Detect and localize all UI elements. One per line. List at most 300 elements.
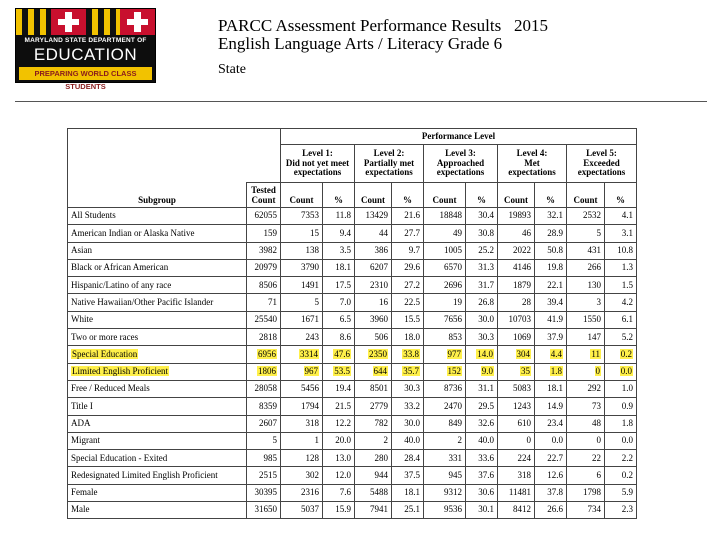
cell-c3 bbox=[424, 415, 466, 432]
cell-p2-value: 25.1 bbox=[404, 504, 420, 515]
table-row bbox=[68, 259, 637, 276]
cell-p3-value: 31.3 bbox=[478, 262, 494, 273]
cell-subgroup-value: ADA bbox=[71, 417, 91, 428]
cell-p2 bbox=[392, 311, 424, 328]
cell-p1-value: 21.5 bbox=[335, 400, 351, 411]
cell-c3 bbox=[424, 208, 466, 225]
cell-c3 bbox=[424, 398, 466, 415]
cell-p5 bbox=[605, 363, 637, 380]
cell-c3 bbox=[424, 259, 466, 276]
cell-c4 bbox=[498, 311, 535, 328]
cell-p4 bbox=[535, 432, 567, 449]
cell-tested bbox=[247, 363, 281, 380]
cell-subgroup bbox=[68, 380, 247, 397]
report-title-text: PARCC Assessment Performance Results bbox=[218, 16, 502, 35]
cell-c2-value: 2350 bbox=[369, 348, 387, 359]
table-row bbox=[68, 415, 637, 432]
cell-c1-value: 5037 bbox=[301, 504, 319, 515]
cell-p2-value: 27.7 bbox=[404, 227, 420, 238]
cell-p2-value: 22.5 bbox=[404, 296, 420, 307]
cell-c3 bbox=[424, 450, 466, 467]
cell-c3-value: 6570 bbox=[444, 262, 462, 273]
cell-c4-value: 1243 bbox=[513, 400, 531, 411]
cell-p1-value: 6.5 bbox=[339, 314, 351, 325]
cell-c3-value: 49 bbox=[453, 227, 462, 238]
cell-c5 bbox=[567, 363, 605, 380]
cell-c5-value: 22 bbox=[592, 452, 601, 463]
cell-p3-value: 30.6 bbox=[478, 487, 494, 498]
cell-p2 bbox=[392, 277, 424, 294]
cell-p4-value: 12.6 bbox=[547, 469, 563, 480]
cell-p3 bbox=[466, 259, 498, 276]
cell-c3-value: 2 bbox=[457, 435, 462, 446]
cell-c2 bbox=[355, 208, 392, 225]
table-row bbox=[68, 380, 637, 397]
cell-tested bbox=[247, 450, 281, 467]
cell-tested bbox=[247, 277, 281, 294]
cell-p4-value: 37.9 bbox=[547, 331, 563, 342]
cell-c1-value: 318 bbox=[305, 417, 319, 428]
cell-p4-value: 22.7 bbox=[547, 452, 563, 463]
cell-c4-value: 8412 bbox=[513, 504, 531, 515]
cell-c1 bbox=[281, 277, 323, 294]
cell-p4-value: 1.8 bbox=[550, 366, 562, 377]
cell-p2-value: 30.3 bbox=[404, 383, 420, 394]
cell-p1 bbox=[323, 380, 355, 397]
cell-p3-value: 37.6 bbox=[478, 469, 494, 480]
cell-p1 bbox=[323, 277, 355, 294]
cell-subgroup-value: Male bbox=[71, 504, 90, 515]
cell-c2 bbox=[355, 311, 392, 328]
cell-p1 bbox=[323, 259, 355, 276]
cell-tested-value: 2818 bbox=[259, 331, 277, 342]
cell-c4-value: 2022 bbox=[513, 245, 531, 256]
table-row bbox=[68, 329, 637, 346]
cell-c2-value: 3960 bbox=[370, 314, 388, 325]
cell-c4-value: 10703 bbox=[508, 314, 531, 325]
cell-c4 bbox=[498, 398, 535, 415]
cell-p3 bbox=[466, 363, 498, 380]
cell-c5 bbox=[567, 311, 605, 328]
cell-c3-value: 977 bbox=[447, 348, 461, 359]
cell-p5-value: 2.3 bbox=[621, 504, 633, 515]
cell-c5 bbox=[567, 502, 605, 519]
cell-c3 bbox=[424, 329, 466, 346]
cell-subgroup-value: Migrant bbox=[71, 435, 100, 446]
cell-p2-value: 33.8 bbox=[403, 348, 419, 359]
cell-c1 bbox=[281, 208, 323, 225]
cell-p3 bbox=[466, 380, 498, 397]
cell-c2 bbox=[355, 346, 392, 363]
cell-c4-value: 0 bbox=[526, 435, 531, 446]
cell-c2 bbox=[355, 294, 392, 311]
cell-c1-value: 128 bbox=[305, 452, 319, 463]
cell-c4-value: 224 bbox=[517, 452, 531, 463]
cell-c1-value: 243 bbox=[305, 331, 319, 342]
results-table-body bbox=[68, 208, 637, 519]
logo-text-tagline: PREPARING WORLD CLASS STUDENTS bbox=[19, 67, 152, 80]
cell-p5-value: 1.3 bbox=[621, 262, 633, 273]
cell-c2-value: 6207 bbox=[370, 262, 388, 273]
table-row bbox=[68, 208, 637, 225]
cell-p3-value: 9.0 bbox=[481, 366, 493, 377]
cell-p3 bbox=[466, 277, 498, 294]
count-header: Count bbox=[281, 183, 323, 208]
cell-c2-value: 2310 bbox=[370, 279, 388, 290]
cell-subgroup-value: White bbox=[71, 314, 93, 325]
cell-c4 bbox=[498, 380, 535, 397]
cell-p3-value: 30.1 bbox=[478, 504, 494, 515]
cell-p3 bbox=[466, 432, 498, 449]
cell-p3-value: 32.6 bbox=[478, 417, 494, 428]
cell-c5-value: 292 bbox=[587, 383, 601, 394]
cell-c5 bbox=[567, 259, 605, 276]
cell-p5-value: 4.1 bbox=[621, 210, 633, 221]
cell-c3-value: 7656 bbox=[444, 314, 462, 325]
cell-subgroup-value: Asian bbox=[71, 245, 92, 256]
cell-c3-value: 1005 bbox=[444, 245, 462, 256]
cell-c1 bbox=[281, 432, 323, 449]
cell-c1-value: 5 bbox=[314, 296, 319, 307]
count-header: Count bbox=[424, 183, 466, 208]
cell-c2-value: 782 bbox=[374, 417, 388, 428]
cell-subgroup-value: Black or African American bbox=[71, 262, 169, 273]
cell-c3-value: 19 bbox=[453, 296, 462, 307]
cell-p2-value: 15.5 bbox=[404, 314, 420, 325]
cell-c4 bbox=[498, 208, 535, 225]
cell-p2-value: 9.7 bbox=[408, 245, 420, 256]
cell-c2-value: 7941 bbox=[370, 504, 388, 515]
cell-p5 bbox=[605, 450, 637, 467]
cell-c5-value: 147 bbox=[587, 331, 601, 342]
cell-p1-value: 15.9 bbox=[335, 504, 351, 515]
cell-p2-value: 30.0 bbox=[404, 417, 420, 428]
cell-p3-value: 40.0 bbox=[478, 435, 494, 446]
cell-c2 bbox=[355, 432, 392, 449]
cell-c4 bbox=[498, 450, 535, 467]
cell-tested-value: 8506 bbox=[259, 279, 277, 290]
cell-p1 bbox=[323, 502, 355, 519]
cell-p5-value: 0.9 bbox=[621, 400, 633, 411]
cell-c3 bbox=[424, 484, 466, 501]
cell-c2-value: 280 bbox=[374, 452, 388, 463]
cell-c1-value: 302 bbox=[305, 469, 319, 480]
cell-p2 bbox=[392, 259, 424, 276]
cell-p2 bbox=[392, 294, 424, 311]
cell-subgroup-value: Limited English Proficient bbox=[72, 366, 168, 377]
cell-c4-value: 19893 bbox=[508, 210, 531, 221]
cell-p4 bbox=[535, 415, 567, 432]
cell-c5-value: 2532 bbox=[583, 210, 601, 221]
cell-tested-value: 5 bbox=[272, 435, 277, 446]
cell-c5 bbox=[567, 242, 605, 259]
cell-p5-value: 2.2 bbox=[621, 452, 633, 463]
cell-tested bbox=[247, 432, 281, 449]
cell-c3 bbox=[424, 502, 466, 519]
cell-p3 bbox=[466, 346, 498, 363]
cell-p3-value: 25.2 bbox=[478, 245, 494, 256]
cell-c3-value: 8736 bbox=[444, 383, 462, 394]
cell-p5 bbox=[605, 346, 637, 363]
cell-p1-value: 18.1 bbox=[335, 262, 351, 273]
cell-tested-value: 28058 bbox=[254, 383, 277, 394]
cell-p2-value: 35.7 bbox=[403, 366, 419, 377]
header-divider bbox=[15, 101, 707, 102]
cell-p3 bbox=[466, 208, 498, 225]
cell-c4 bbox=[498, 415, 535, 432]
cell-c4-value: 1879 bbox=[513, 279, 531, 290]
cell-c3 bbox=[424, 311, 466, 328]
table-row bbox=[68, 484, 637, 501]
cell-p3-value: 30.8 bbox=[478, 227, 494, 238]
cell-p2 bbox=[392, 380, 424, 397]
cell-c5 bbox=[567, 294, 605, 311]
cell-p4 bbox=[535, 450, 567, 467]
cell-subgroup-value: Special Education - Exited bbox=[71, 452, 168, 463]
cell-c5 bbox=[567, 380, 605, 397]
cell-subgroup bbox=[68, 450, 247, 467]
cell-c3-value: 152 bbox=[447, 366, 461, 377]
cell-p5 bbox=[605, 467, 637, 484]
cell-p2 bbox=[392, 346, 424, 363]
cell-c2 bbox=[355, 225, 392, 242]
cell-tested-value: 3982 bbox=[259, 245, 277, 256]
cell-c1 bbox=[281, 346, 323, 363]
cell-c1 bbox=[281, 259, 323, 276]
cell-tested-value: 2515 bbox=[259, 469, 277, 480]
cell-subgroup bbox=[68, 242, 247, 259]
cell-p3-value: 30.0 bbox=[478, 314, 494, 325]
cell-p2 bbox=[392, 363, 424, 380]
cell-c4-value: 46 bbox=[522, 227, 531, 238]
level-4-header: Level 4: Met expectations bbox=[498, 145, 567, 183]
cell-tested bbox=[247, 208, 281, 225]
cell-c1 bbox=[281, 398, 323, 415]
cell-c4 bbox=[498, 242, 535, 259]
cell-c3-value: 18848 bbox=[439, 210, 462, 221]
cell-subgroup bbox=[68, 259, 247, 276]
table-row bbox=[68, 277, 637, 294]
cell-c1 bbox=[281, 329, 323, 346]
cell-tested bbox=[247, 346, 281, 363]
cell-c4 bbox=[498, 502, 535, 519]
cell-c5-value: 5 bbox=[596, 227, 601, 238]
cell-c1 bbox=[281, 415, 323, 432]
cell-p5-value: 0.2 bbox=[620, 348, 632, 359]
cell-c2-value: 386 bbox=[374, 245, 388, 256]
cell-subgroup bbox=[68, 225, 247, 242]
cell-c1-value: 1671 bbox=[301, 314, 319, 325]
cell-p1 bbox=[323, 415, 355, 432]
cell-p3 bbox=[466, 294, 498, 311]
cell-c1-value: 1491 bbox=[301, 279, 319, 290]
cell-tested bbox=[247, 225, 281, 242]
cell-p3-value: 26.8 bbox=[478, 296, 494, 307]
cell-p3 bbox=[466, 502, 498, 519]
cell-p1-value: 7.0 bbox=[339, 296, 351, 307]
report-title bbox=[218, 16, 548, 36]
table-row bbox=[68, 467, 637, 484]
cell-c4-value: 5083 bbox=[513, 383, 531, 394]
cell-p4 bbox=[535, 502, 567, 519]
cell-p4-value: 18.1 bbox=[547, 383, 563, 394]
cell-c3-value: 849 bbox=[448, 417, 462, 428]
cell-tested-value: 62055 bbox=[254, 210, 277, 221]
cell-tested-value: 1806 bbox=[258, 366, 276, 377]
cell-subgroup bbox=[68, 311, 247, 328]
cell-p2-value: 18.0 bbox=[404, 331, 420, 342]
cell-subgroup-value: Special Education bbox=[72, 348, 138, 359]
cell-p4-value: 0.0 bbox=[551, 435, 563, 446]
cell-p3-value: 31.7 bbox=[478, 279, 494, 290]
cell-p5 bbox=[605, 415, 637, 432]
maryland-flag-icon bbox=[16, 9, 155, 35]
cell-p4 bbox=[535, 380, 567, 397]
cell-p2-value: 21.6 bbox=[404, 210, 420, 221]
cell-p1 bbox=[323, 432, 355, 449]
cell-c4-value: 318 bbox=[517, 469, 531, 480]
cell-p1 bbox=[323, 363, 355, 380]
cell-tested-value: 71 bbox=[268, 296, 277, 307]
count-header: Count bbox=[498, 183, 535, 208]
cell-c5-value: 73 bbox=[592, 400, 601, 411]
cell-p5-value: 1.8 bbox=[621, 417, 633, 428]
cell-c2-value: 2779 bbox=[370, 400, 388, 411]
cell-p2-value: 40.0 bbox=[404, 435, 420, 446]
cell-p5 bbox=[605, 242, 637, 259]
cell-p4 bbox=[535, 398, 567, 415]
cell-c1-value: 138 bbox=[305, 245, 319, 256]
cell-p2 bbox=[392, 467, 424, 484]
cell-c2-value: 944 bbox=[374, 469, 388, 480]
cell-c5-value: 0 bbox=[595, 366, 600, 377]
table-row bbox=[68, 242, 637, 259]
cell-p1 bbox=[323, 208, 355, 225]
cell-tested bbox=[247, 415, 281, 432]
cell-c5 bbox=[567, 484, 605, 501]
cell-c2-value: 644 bbox=[373, 366, 387, 377]
level-5-header: Level 5: Exceeded expectations bbox=[567, 145, 637, 183]
cell-c4 bbox=[498, 294, 535, 311]
cell-p5 bbox=[605, 484, 637, 501]
cell-tested bbox=[247, 467, 281, 484]
cell-p2 bbox=[392, 432, 424, 449]
cell-tested-value: 20979 bbox=[254, 262, 277, 273]
cell-c1-value: 1794 bbox=[301, 400, 319, 411]
cell-c4-value: 28 bbox=[522, 296, 531, 307]
cell-p4 bbox=[535, 484, 567, 501]
cell-c5-value: 130 bbox=[587, 279, 601, 290]
cell-c3 bbox=[424, 432, 466, 449]
cell-p5-value: 3.1 bbox=[621, 227, 633, 238]
cell-p1 bbox=[323, 346, 355, 363]
cell-tested bbox=[247, 502, 281, 519]
cell-subgroup bbox=[68, 398, 247, 415]
cell-c5 bbox=[567, 208, 605, 225]
cell-c4 bbox=[498, 432, 535, 449]
cell-subgroup bbox=[68, 415, 247, 432]
cell-p5 bbox=[605, 259, 637, 276]
cell-p4 bbox=[535, 294, 567, 311]
cell-c1-value: 1 bbox=[314, 435, 319, 446]
cell-p2 bbox=[392, 415, 424, 432]
cell-c2 bbox=[355, 277, 392, 294]
cell-p3-value: 33.6 bbox=[478, 452, 494, 463]
cell-c5 bbox=[567, 346, 605, 363]
cell-c4 bbox=[498, 346, 535, 363]
cell-p4-value: 50.8 bbox=[547, 245, 563, 256]
cell-c5-value: 11 bbox=[591, 348, 600, 359]
cell-p1-value: 8.6 bbox=[339, 331, 351, 342]
cell-p1 bbox=[323, 450, 355, 467]
cell-p1 bbox=[323, 242, 355, 259]
cell-tested bbox=[247, 484, 281, 501]
cell-c1-value: 3790 bbox=[301, 262, 319, 273]
cell-c1-value: 5456 bbox=[301, 383, 319, 394]
cell-p5-value: 5.9 bbox=[621, 487, 633, 498]
cell-c2-value: 44 bbox=[379, 227, 388, 238]
cell-p1-value: 17.5 bbox=[335, 279, 351, 290]
cell-p2 bbox=[392, 242, 424, 259]
cell-c2 bbox=[355, 415, 392, 432]
cell-c5-value: 266 bbox=[587, 262, 601, 273]
cell-c5 bbox=[567, 415, 605, 432]
cell-tested-value: 31650 bbox=[254, 504, 277, 515]
pct-header: % bbox=[392, 183, 424, 208]
cell-p5-value: 1.0 bbox=[621, 383, 633, 394]
cell-subgroup-value: All Students bbox=[71, 210, 116, 221]
cell-tested-value: 30395 bbox=[254, 487, 277, 498]
cell-subgroup bbox=[68, 467, 247, 484]
logo-text-department: MARYLAND STATE DEPARTMENT OF bbox=[24, 37, 147, 44]
cell-p4 bbox=[535, 208, 567, 225]
cell-subgroup-value: Female bbox=[71, 487, 98, 498]
cell-c5 bbox=[567, 432, 605, 449]
cell-subgroup bbox=[68, 329, 247, 346]
cell-p2 bbox=[392, 208, 424, 225]
cell-c1 bbox=[281, 242, 323, 259]
cell-c5-value: 6 bbox=[596, 469, 601, 480]
cell-p2-value: 28.4 bbox=[404, 452, 420, 463]
cell-p3 bbox=[466, 225, 498, 242]
cell-p4-value: 26.6 bbox=[547, 504, 563, 515]
cell-p4 bbox=[535, 311, 567, 328]
cell-p1 bbox=[323, 484, 355, 501]
cell-p5-value: 0.0 bbox=[620, 366, 632, 377]
cell-p5 bbox=[605, 208, 637, 225]
cell-c1-value: 3314 bbox=[300, 348, 318, 359]
cell-p1 bbox=[323, 225, 355, 242]
cell-subgroup bbox=[68, 277, 247, 294]
cell-c5 bbox=[567, 467, 605, 484]
table-row bbox=[68, 432, 637, 449]
cell-c3 bbox=[424, 277, 466, 294]
cell-c2 bbox=[355, 380, 392, 397]
cell-c4-value: 11481 bbox=[508, 487, 531, 498]
cell-c1-value: 2316 bbox=[301, 487, 319, 498]
cell-c5-value: 48 bbox=[592, 417, 601, 428]
cell-p5 bbox=[605, 294, 637, 311]
cell-tested bbox=[247, 242, 281, 259]
cell-p3 bbox=[466, 450, 498, 467]
cell-c1-value: 967 bbox=[304, 366, 318, 377]
cell-subgroup bbox=[68, 484, 247, 501]
cell-p5 bbox=[605, 329, 637, 346]
cell-c5-value: 3 bbox=[596, 296, 601, 307]
cell-c2 bbox=[355, 502, 392, 519]
cell-tested-value: 159 bbox=[263, 227, 277, 238]
cell-c5 bbox=[567, 277, 605, 294]
